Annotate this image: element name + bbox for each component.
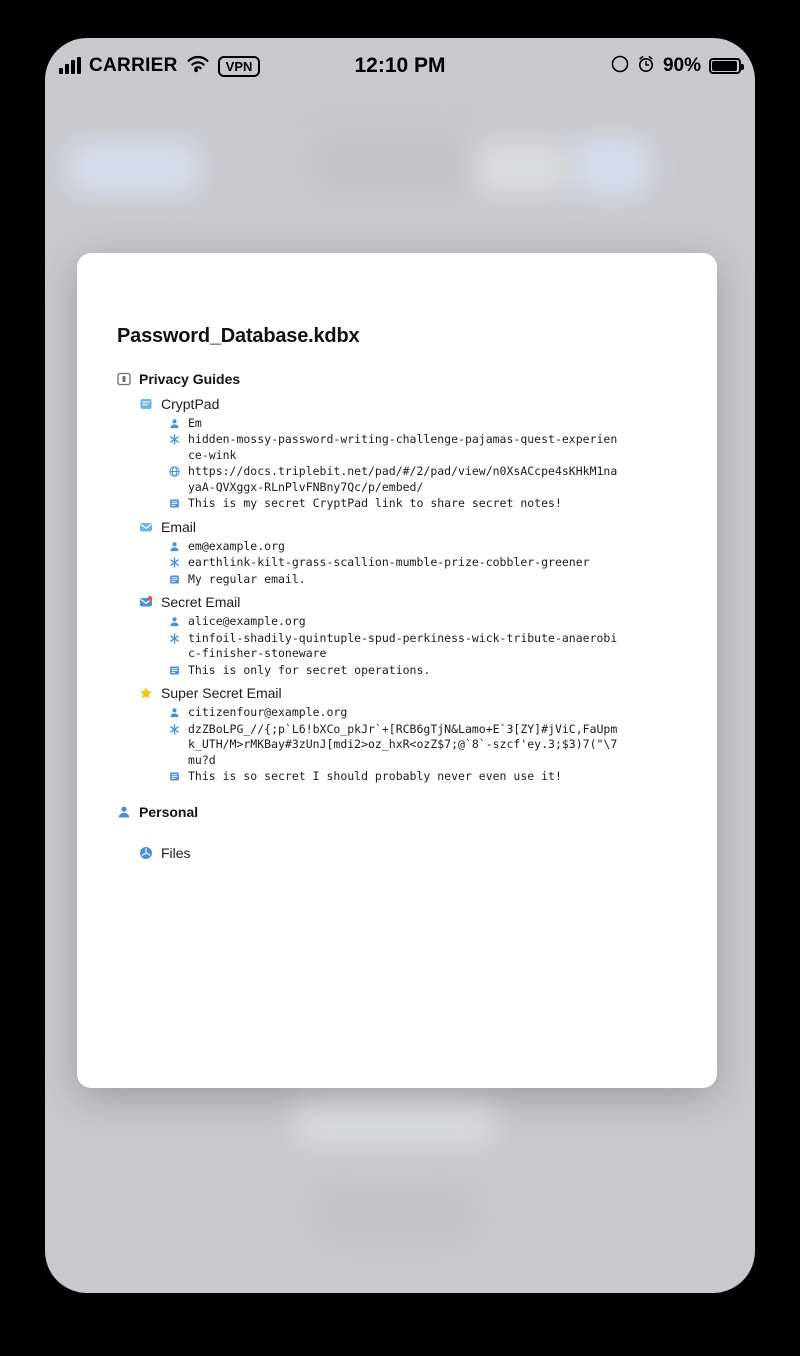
bg-chip xyxy=(295,1094,495,1144)
field-row[interactable] xyxy=(169,769,677,785)
location-icon xyxy=(611,55,629,78)
entry-row[interactable] xyxy=(139,844,677,863)
entry-row[interactable] xyxy=(139,518,677,537)
document-sheet xyxy=(77,253,717,1088)
bg-chip xyxy=(315,1184,475,1242)
entry-label: Secret Email xyxy=(161,594,241,611)
note-icon xyxy=(169,498,180,509)
document-body xyxy=(77,253,717,863)
field-row[interactable] xyxy=(169,705,677,721)
entry-label: Files xyxy=(161,844,191,861)
user-icon xyxy=(169,707,180,718)
user-icon xyxy=(169,541,180,552)
entry-label: Email xyxy=(161,518,197,535)
battery-icon xyxy=(709,58,741,74)
carrier-label: CARRIER xyxy=(89,55,178,76)
field-row[interactable] xyxy=(169,496,677,512)
email-entry-icon xyxy=(139,520,153,534)
bg-chip xyxy=(475,142,565,194)
battery-percent-label: 90% xyxy=(662,55,701,76)
field-row[interactable] xyxy=(169,464,677,495)
database-group-icon xyxy=(117,372,131,386)
field-value: https://docs.triplebit.net/pad/#/2/pad/view/n0XsACcpe4sKHkM1nayaA-QVXggx-RLnPlvFNBny7Qc/p/embed/ xyxy=(188,464,618,494)
personal-group-icon xyxy=(117,805,131,819)
group-row[interactable] xyxy=(117,803,677,822)
key-icon xyxy=(169,434,180,445)
bg-chip xyxy=(69,142,199,194)
group-row[interactable] xyxy=(117,370,677,389)
star-entry-icon xyxy=(139,686,153,700)
field-row[interactable] xyxy=(169,722,677,769)
note-icon xyxy=(169,665,180,676)
files-entry-icon xyxy=(139,846,153,860)
entry-row[interactable] xyxy=(139,395,677,414)
field-row[interactable] xyxy=(169,614,677,630)
group-label: Privacy Guides xyxy=(139,371,241,387)
field-value: My regular email. xyxy=(188,571,306,586)
field-row[interactable] xyxy=(169,539,677,555)
alarm-icon xyxy=(637,55,655,78)
key-icon xyxy=(169,724,180,735)
field-row[interactable] xyxy=(169,572,677,588)
note-icon xyxy=(169,771,180,782)
cryptpad-entry-icon xyxy=(139,397,153,411)
field-value: This is so secret I should probably never even use it! xyxy=(188,769,562,784)
field-value: citizenfour@example.org xyxy=(188,705,348,720)
secret-email-entry-icon xyxy=(139,595,153,609)
field-value: earthlink-kilt-grass-scallion-mumble-prize-cobbler-greener xyxy=(188,555,590,570)
field-value: hidden-mossy-password-writing-challenge-pajamas-quest-experience-wink xyxy=(188,432,618,462)
status-bar-right xyxy=(611,55,741,78)
field-value: This is only for secret operations. xyxy=(188,662,431,677)
page-title: Password_Database.kdbx xyxy=(117,325,360,347)
phone-frame xyxy=(45,38,755,1293)
field-row[interactable] xyxy=(169,416,677,432)
entry-row[interactable] xyxy=(139,684,677,703)
note-icon xyxy=(169,574,180,585)
entry-row[interactable] xyxy=(139,593,677,612)
entry-label: Super Secret Email xyxy=(161,685,282,702)
field-row[interactable] xyxy=(169,432,677,463)
vpn-badge: VPN xyxy=(218,56,261,77)
field-row[interactable] xyxy=(169,555,677,571)
status-bar-clock: 12:10 PM xyxy=(354,54,446,77)
field-row[interactable] xyxy=(169,631,677,662)
field-value: This is my secret CryptPad link to share secret notes! xyxy=(188,496,562,511)
key-icon xyxy=(169,633,180,644)
status-bar xyxy=(45,38,755,94)
user-icon xyxy=(169,616,180,627)
field-row[interactable] xyxy=(169,663,677,679)
key-icon xyxy=(169,557,180,568)
field-value: em@example.org xyxy=(188,538,285,553)
entry-label: CryptPad xyxy=(161,395,220,412)
field-value: tinfoil-shadily-quintuple-spud-perkiness-wick-tribute-anaerobic-finisher-stoneware xyxy=(188,630,618,661)
user-icon xyxy=(169,418,180,429)
bg-chip xyxy=(575,138,649,196)
bg-chip xyxy=(315,134,475,192)
group-label: Personal xyxy=(139,803,199,820)
globe-icon xyxy=(169,466,180,477)
field-value: Em xyxy=(188,415,202,430)
field-value: alice@example.org xyxy=(188,614,306,629)
field-value: dzZBoLPG_//{;p`L6!bXCo_pkJr`+[RCB6gTjN&Lamo+E`3[ZY]#jViC,FaUpmk_UTH/M>rMKBay#3zUnJ[mdi2>oz_hxR<ozZ$7;@`8`-szcf'ey.3;$3)7("\7mu?d xyxy=(188,721,618,767)
